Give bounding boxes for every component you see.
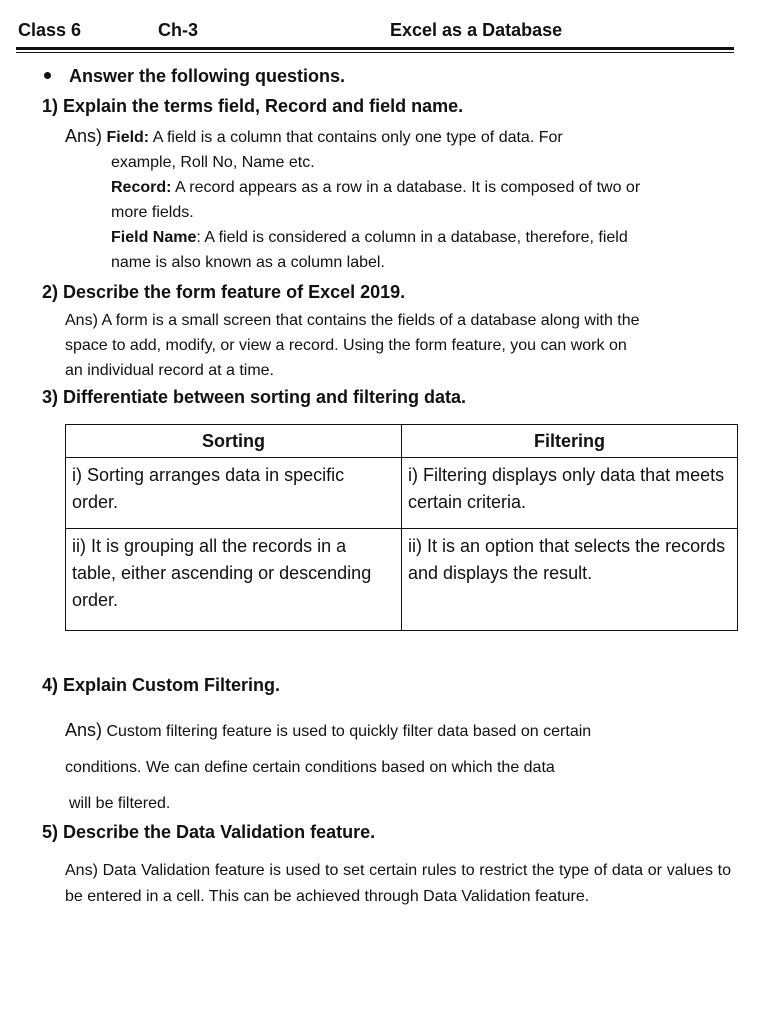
page-title: Excel as a Database [390,20,563,40]
table-row [66,458,738,529]
comparison-table [65,424,738,631]
bullet-icon [44,72,51,79]
record-definition-1: A record appears as a row in a database. It is composed of two or [175,179,641,196]
answer-4-prefix: Ans) [65,720,103,740]
answer-5: Ans) Data Validation feature is used to set certain rules to restrict the type of data or values to be entered in a cell. This can be achieved through Data Validation feature. [65,862,731,905]
table-header-filtering: Filtering [402,425,738,458]
table-header-row [66,425,738,458]
question-3: 3) Differentiate between sorting and filtering data. [42,387,467,407]
term-field: Field: [106,129,150,146]
answer-4 [65,712,735,822]
answer-4-line-1: Custom filtering feature is used to quickly filter data based on certain [106,723,592,740]
answer-prefix: Ans) [65,126,103,146]
answer-2-line-1: Ans) A form is a small screen that contains the fields of a database along with the [65,312,640,329]
field-name-definition-1: : A field is considered a column in a database, therefore, field [196,229,628,246]
header-rule-thick [16,47,734,50]
term-record: Record: [111,179,172,196]
class-label: Class 6 [18,20,82,40]
table-cell: i) Filtering displays only data that meets certain criteria. [402,458,738,529]
chapter-label: Ch-3 [158,20,198,40]
field-definition-1: A field is a column that contains only one type of data. For [152,129,563,146]
question-5: 5) Describe the Data Validation feature. [42,822,376,842]
instruction-text: Answer the following questions. [69,66,346,86]
header-rule-thin [16,52,734,53]
table-cell: ii) It is an option that selects the records and displays the result. [402,529,738,631]
answer-4-line-2: conditions. We can define certain conditions based on which the data [65,759,555,776]
answer-4-line-3: will be filtered. [69,795,171,812]
table-row [66,529,738,631]
field-definition-2: example, Roll No, Name etc. [111,154,315,171]
question-1: 1) Explain the terms field, Record and field name. [42,96,464,116]
term-field-name: Field Name [111,229,197,246]
question-4: 4) Explain Custom Filtering. [42,675,281,695]
answer-1 [65,124,735,275]
field-name-definition-2: name is also known as a column label. [111,254,385,271]
answer-2-line-3: an individual record at a time. [65,362,274,379]
table-cell: ii) It is grouping all the records in a table, either ascending or descending order. [66,529,402,631]
instruction [44,66,345,87]
answer-2 [65,308,735,383]
answer-2-line-2: space to add, modify, or view a record. Using the form feature, you can work on [65,337,627,354]
table-cell: i) Sorting arranges data in specific order. [66,458,402,529]
record-definition-2: more fields. [111,204,194,221]
table-header-sorting: Sorting [66,425,402,458]
question-2: 2) Describe the form feature of Excel 2019. [42,282,406,302]
